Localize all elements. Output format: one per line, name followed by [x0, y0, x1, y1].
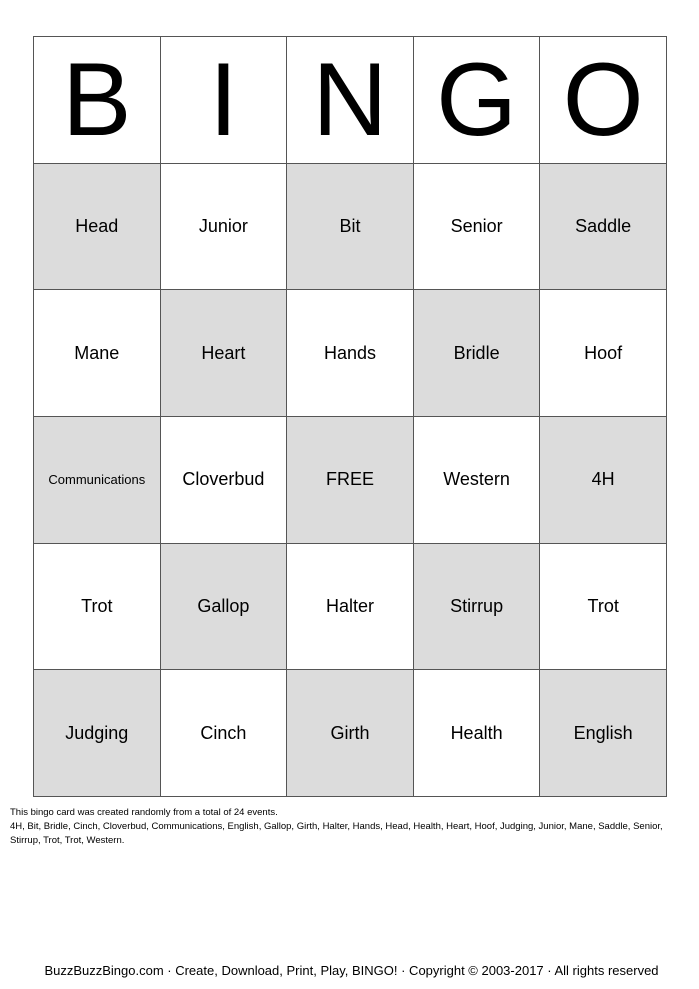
card-cell: Junior: [160, 163, 287, 290]
card-cell: Heart: [160, 290, 287, 417]
card-row: [34, 163, 667, 290]
header-letter: B: [34, 37, 161, 164]
info-line: This bingo card was created randomly from a total of 24 events.: [10, 807, 278, 818]
card-cell: Trot: [34, 543, 161, 670]
header-row: [34, 37, 667, 164]
card-row: [34, 417, 667, 544]
card-cell: Senior: [413, 163, 540, 290]
card-info: [10, 806, 690, 848]
card-cell: 4H: [540, 417, 667, 544]
header-letter: I: [160, 37, 287, 164]
card-cell: Judging: [34, 670, 161, 797]
card-cell: Trot: [540, 543, 667, 670]
header-letter: O: [540, 37, 667, 164]
card-cell: Communications: [34, 417, 161, 544]
card-cell: Bit: [287, 163, 414, 290]
card-cell: Gallop: [160, 543, 287, 670]
header-letter: G: [413, 37, 540, 164]
card-cell: Cinch: [160, 670, 287, 797]
card-cell: Mane: [34, 290, 161, 417]
bingo-card: [33, 36, 667, 797]
card-cell: English: [540, 670, 667, 797]
card-cell: Stirrup: [413, 543, 540, 670]
header-letter: N: [287, 37, 414, 164]
card-row: [34, 670, 667, 797]
card-cell: Halter: [287, 543, 414, 670]
card-row: [34, 543, 667, 670]
free-cell: FREE: [287, 417, 414, 544]
card-cell: Saddle: [540, 163, 667, 290]
card-cell: Health: [413, 670, 540, 797]
card-row: [34, 290, 667, 417]
card-cell: Western: [413, 417, 540, 544]
card-cell: Hands: [287, 290, 414, 417]
card-cell: Bridle: [413, 290, 540, 417]
card-cell: Girth: [287, 670, 414, 797]
card-cell: Head: [34, 163, 161, 290]
card-cell: Hoof: [540, 290, 667, 417]
card-cell: Cloverbud: [160, 417, 287, 544]
events-list: 4H, Bit, Bridle, Cinch, Cloverbud, Communications, English, Gallop, Girth, Halter, Hands, Head, Health, Heart, Hoof, Judging, Junior, Mane, Saddle, Senior, Stirrup, Trot, Trot, Western.: [10, 821, 663, 846]
footer: BuzzBuzzBingo.com · Create, Download, Print, Play, BINGO! · Copyright © 2003-2017 · All rights reserved: [44, 963, 659, 978]
